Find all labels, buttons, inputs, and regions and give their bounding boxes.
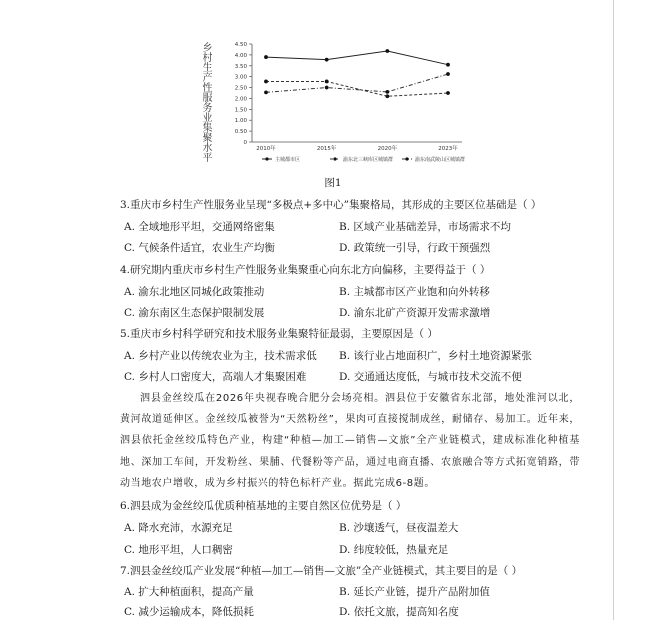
y-tick-label: 2.50 [234, 85, 247, 92]
data-point-series-3 [385, 90, 389, 94]
question-6-option-a: A. 降水充沛，水源充足 [124, 522, 233, 534]
y-tick-label: 2.00 [234, 96, 247, 103]
question-7-option-a: A. 扩大种植面积，提高产量 [124, 586, 254, 598]
figure-caption: 图1 [324, 177, 342, 189]
question-5-option-b: B. 该行业占地面积广，乡村土地资源紧张 [339, 350, 532, 362]
y-tick-label: 1.50 [234, 107, 247, 114]
data-point-series-3 [446, 72, 450, 76]
question-3-stem: 3.重庆市乡村生产性服务业呈现“多极点+多中心”集聚格局，其形成的主要区位基础是（ ） [120, 199, 542, 211]
question-7-option-d: D. 依托文旅，提高知名度 [339, 606, 459, 618]
series-line-3 [266, 74, 448, 92]
y-tick-label: 0 [243, 140, 247, 146]
x-tick-label: 2015年 [316, 146, 337, 152]
y-tick-label: 4.50 [234, 42, 247, 48]
y-axis-title: 乡村生产性服务业集聚水平 [200, 42, 211, 162]
question-5-stem: 5.重庆市乡村科学研究和技术服务业集聚特征最弱，主要原因是（ ） [120, 328, 438, 340]
series-line-2 [266, 81, 448, 96]
page-edge [613, 0, 614, 620]
data-point-series-1 [325, 58, 329, 62]
data-point-series-3 [264, 90, 268, 94]
chart-y-ticks [235, 42, 252, 146]
y-tick-label: 3.00 [234, 74, 247, 81]
y-tick-label: 3.50 [234, 63, 247, 70]
chart-x-ticks [256, 144, 458, 152]
question-3-option-b: B. 区域产业基础差异，市场需求不均 [339, 221, 511, 233]
legend-label: 渝东南武陵山区城镇群 [415, 157, 466, 163]
legend-marker [265, 157, 268, 160]
question-3-option-a: A. 全域地形平坦，交通网络密集 [124, 221, 275, 233]
question-6-stem: 6.泗县成为金丝绞瓜优质种植基地的主要自然区位优势是（ ） [120, 500, 407, 512]
passage-text: 泗县金丝绞瓜在2026年央视春晚合肥分会场亮相。泗县位于安徽省东北部，地处淮河以北，黄河故道延伸区。金丝绞瓜被誉为“天然粉丝”，果肉可直接搅制成丝，耐储存、易加工。近年来，泗县依托金丝绞瓜特色产业，构建“种植—加工—销售—文旅”全产业链模式，建成标准化种植基地、深加工车间，开发粉丝、果脯、代餐粉等产品，通过电商直播、农旅融合等方式拓宽销路，带动当地农户增收，成为乡村振兴的特色标杆产业。据此完成6-8题。 [120, 393, 580, 489]
question-4-option-c: C. 渝东南区生态保护限制发展 [124, 307, 265, 319]
y-tick-label: 4.00 [234, 52, 247, 59]
data-point-series-3 [325, 86, 329, 90]
data-point-series-2 [264, 80, 268, 84]
data-point-series-1 [446, 63, 450, 67]
question-5-option-c: C. 乡村人口密度大，高端人才集聚困难 [124, 371, 307, 383]
legend-marker [405, 157, 408, 160]
legend-marker [333, 157, 336, 160]
series-line-1 [266, 51, 448, 65]
line-chart [190, 32, 480, 192]
question-3-option-c: C. 气候条件适宜，农业生产均衡 [124, 242, 275, 254]
y-tick-label: 0.50 [234, 129, 247, 136]
legend-label: 渝东北三峡库区城镇群 [343, 157, 394, 163]
legend-label: 主城都市区 [275, 157, 301, 163]
question-7-stem: 7.泗县金丝绞瓜产业发展“种植—加工—销售—文旅”全产业链模式，其主要目的是（ ） [120, 565, 523, 577]
data-point-series-2 [385, 94, 389, 98]
question-5-option-d: D. 交通通达度低，与城市技术交流不便 [339, 371, 522, 383]
data-point-series-1 [264, 55, 268, 59]
question-5-option-a: A. 乡村产业以传统农业为主，技术需求低 [124, 350, 317, 362]
chart-axes [252, 44, 462, 142]
question-6-option-c: C. 地形平坦，人口稠密 [124, 544, 233, 556]
question-7-option-c: C. 减少运输成本，降低损耗 [124, 606, 254, 618]
data-point-series-2 [446, 91, 450, 95]
chart-series [264, 49, 450, 98]
x-tick-label: 2023年 [438, 146, 458, 152]
question-4-option-a: A. 渝东北地区同城化政策推动 [124, 286, 265, 298]
data-point-series-2 [325, 80, 329, 84]
question-4-stem: 4.研究期内重庆市乡村生产性服务业集聚重心向东北方向偏移，主要得益于（ ） [120, 264, 491, 276]
x-tick-label: 2020年 [377, 146, 398, 152]
question-6-option-d: D. 纬度较低，热量充足 [339, 544, 449, 556]
x-tick-label: 2010年 [256, 146, 276, 152]
data-point-series-1 [385, 49, 389, 53]
y-tick-label: 1.00 [234, 118, 247, 125]
question-6-option-b: B. 沙壤透气，昼夜温差大 [339, 522, 459, 534]
question-7-option-b: B. 延长产业链，提升产品附加值 [339, 586, 490, 598]
reading-passage [120, 388, 580, 494]
question-3-option-d: D. 政策统一引导，行政干预强烈 [339, 242, 491, 254]
question-4-option-d: D. 渝东北矿产资源开发需求激增 [339, 307, 491, 319]
chart-legend [262, 156, 465, 163]
question-4-option-b: B. 主城都市区产业饱和向外转移 [339, 286, 490, 298]
